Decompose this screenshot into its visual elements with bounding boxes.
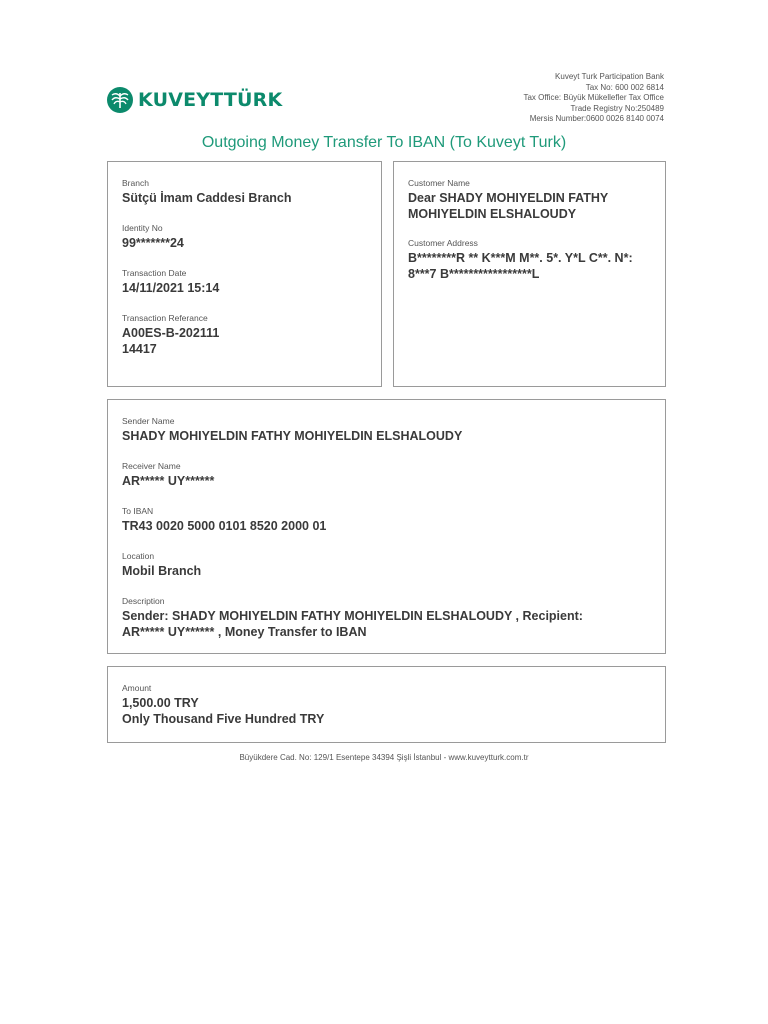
transaction-date-value: 14/11/2021 15:14 [122, 281, 220, 295]
location-field [122, 551, 655, 579]
logo-wordmark: KUVEYTTÜRK [138, 89, 283, 111]
location-label: Location [122, 551, 155, 561]
iban-label: To IBAN [122, 506, 154, 516]
customer-info-box [393, 161, 666, 387]
sender-name-label: Sender Name [122, 416, 175, 426]
mersis-number: Mersis Number:0600 0026 8140 0074 [529, 114, 664, 123]
customer-name-label: Customer Name [408, 178, 470, 188]
identity-value: 99*******24 [122, 236, 184, 250]
description-value [122, 608, 655, 640]
customer-name-line-2: MOHIYELDIN ELSHALOUDY [408, 207, 577, 221]
bank-info [523, 72, 664, 125]
footer-address: Büyükdere Cad. No: 129/1 Esentepe 34394 Şişli İstanbul - www.kuveytturk.com.tr [239, 753, 529, 762]
palm-tree-logo-icon [106, 86, 134, 114]
customer-address-field [408, 238, 655, 282]
sender-name-field [122, 416, 655, 444]
description-line-2: AR***** UY****** , Money Transfer to IBAN [122, 625, 367, 639]
amount-in-words: Only Thousand Five Hundred TRY [122, 712, 325, 726]
amount-value [122, 695, 655, 727]
iban-field [122, 506, 655, 534]
amount-field [122, 683, 655, 727]
branch-value: Sütçü İmam Caddesi Branch [122, 191, 292, 205]
receiver-name-value: AR***** UY****** [122, 474, 215, 488]
customer-address-line-2: 8***7 B*****************L [408, 267, 540, 281]
document-title: Outgoing Money Transfer To IBAN (To Kuveyt Turk) [201, 134, 567, 151]
iban-value: TR43 0020 5000 0101 8520 2000 01 [122, 519, 327, 533]
receiver-name-label: Receiver Name [122, 461, 181, 471]
amount-box [107, 666, 666, 743]
tax-office: Tax Office: Büyük Mükellefler Tax Office [523, 93, 664, 102]
bank-name: Kuveyt Turk Participation Bank [555, 72, 664, 81]
description-field [122, 596, 655, 640]
sender-name-value: SHADY MOHIYELDIN FATHY MOHIYELDIN ELSHALOUDY [122, 429, 463, 443]
reference-line-2: 14417 [122, 342, 157, 356]
transaction-reference-value [122, 325, 371, 357]
branch-field [122, 178, 371, 206]
trade-registry: Trade Registry No:250489 [570, 103, 664, 113]
description-label: Description [122, 596, 165, 606]
transaction-date-label: Transaction Date [122, 268, 187, 278]
reference-line-1: A00ES-B-202111 [122, 326, 220, 340]
identity-field [122, 223, 371, 251]
transaction-reference-field [122, 313, 371, 357]
transaction-info-box [107, 161, 382, 387]
customer-name-line-1: Dear SHADY MOHIYELDIN FATHY [408, 191, 609, 205]
amount-number: 1,500.00 TRY [122, 696, 199, 710]
branch-label: Branch [122, 178, 149, 188]
amount-label: Amount [122, 683, 152, 693]
transaction-reference-label: Transaction Referance [122, 313, 208, 323]
identity-label: Identity No [122, 223, 163, 233]
location-value: Mobil Branch [122, 564, 202, 578]
customer-name-value [408, 190, 655, 222]
customer-address-label: Customer Address [408, 238, 478, 248]
receiver-name-field [122, 461, 655, 489]
tax-no: Tax No: 600 002 6814 [585, 82, 664, 92]
customer-name-field [408, 178, 655, 222]
description-line-1: Sender: SHADY MOHIYELDIN FATHY MOHIYELDIN ELSHALOUDY , Recipient: [122, 609, 583, 623]
customer-address-value [408, 250, 655, 282]
customer-address-line-1: B********R ** K***M M**. 5*. Y*L C**. N*: [408, 251, 633, 265]
transfer-details-box [107, 399, 666, 654]
kuveytturk-logo [106, 84, 282, 116]
transaction-date-field [122, 268, 371, 296]
